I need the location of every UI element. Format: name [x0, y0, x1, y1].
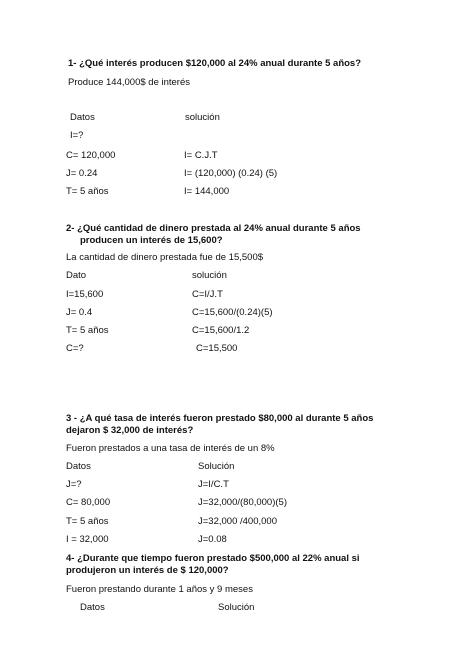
problem-2-data-header: Dato: [66, 270, 87, 281]
problem-3-data-item: I = 32,000: [66, 534, 109, 545]
problem-3-question: 3 - ¿A qué tasa de interés fueron prestado $80,000 al durante 5 años: [66, 413, 374, 424]
problem-3-solution-step: J=0.08: [198, 534, 227, 545]
problem-3-question: dejaron $ 32,000 de interés?: [66, 425, 194, 436]
problem-1-answer: Produce 144,000$ de interés: [68, 77, 191, 88]
problem-3-data-item: T= 5 años: [66, 516, 109, 527]
problem-3-solution-step: J=32,000 /400,000: [198, 516, 277, 527]
problem-3-solution-header: Solución: [198, 461, 235, 472]
problem-3-data-item: J=?: [66, 479, 82, 490]
problem-3-data-item: C= 80,000: [66, 497, 111, 508]
problem-2-solution-step: C=I/J.T: [192, 289, 223, 300]
problem-1-solution-header: solución: [185, 112, 220, 123]
problem-1-data-header: Datos: [70, 112, 95, 123]
problem-2-data-item: C=?: [66, 343, 84, 354]
problem-4-question: 4- ¿Durante que tiempo fueron prestado $500,000 al 22% anual si: [66, 553, 360, 564]
problem-1-solution-step: I= 144,000: [184, 186, 230, 197]
problem-3-solution-step: J=32,000/(80,000)(5): [198, 497, 287, 508]
problem-2-solution-step: C=15,600/1.2: [192, 325, 250, 336]
problem-2-data-item: J= 0.4: [66, 307, 93, 318]
problem-1-data-item: C= 120,000: [66, 150, 116, 161]
problem-2-question: producen un interés de 15,600?: [80, 235, 223, 246]
problem-1-data-item: I=?: [70, 130, 84, 141]
problem-2-solution-step: C=15,500: [196, 343, 238, 354]
problem-1-solution-step: I= (120,000) (0.24) (5): [184, 168, 278, 179]
problem-4-data-header: Datos: [80, 602, 105, 613]
problem-1-solution-step: I= C.J.T: [184, 150, 218, 161]
problem-4-answer: Fueron prestando durante 1 años y 9 meses: [66, 584, 253, 595]
problem-3-answer: Fueron prestados a una tasa de interés de un 8%: [66, 443, 275, 454]
problem-2-solution-step: C=15,600/(0.24)(5): [192, 307, 273, 318]
problem-3-data-header: Datos: [66, 461, 91, 472]
problem-1-data-item: T= 5 años: [66, 186, 109, 197]
problem-2-data-item: I=15,600: [66, 289, 104, 300]
problem-2-solution-header: solución: [192, 270, 227, 281]
problem-2-question: 2- ¿Qué cantidad de dinero prestada al 24% anual durante 5 años: [66, 223, 361, 234]
problem-1-question: 1- ¿Qué interés producen $120,000 al 24% anual durante 5 años?: [68, 58, 362, 69]
problem-4-solution-header: Solución: [218, 602, 255, 613]
problem-2-data-item: T= 5 años: [66, 325, 109, 336]
problem-1-data-item: J= 0.24: [66, 168, 98, 179]
problem-4-question: produjeron un interés de $ 120,000?: [66, 565, 229, 576]
problem-2-answer: La cantidad de dinero prestada fue de 15,500$: [66, 252, 264, 263]
problem-3-solution-step: J=I/C.T: [198, 479, 229, 490]
